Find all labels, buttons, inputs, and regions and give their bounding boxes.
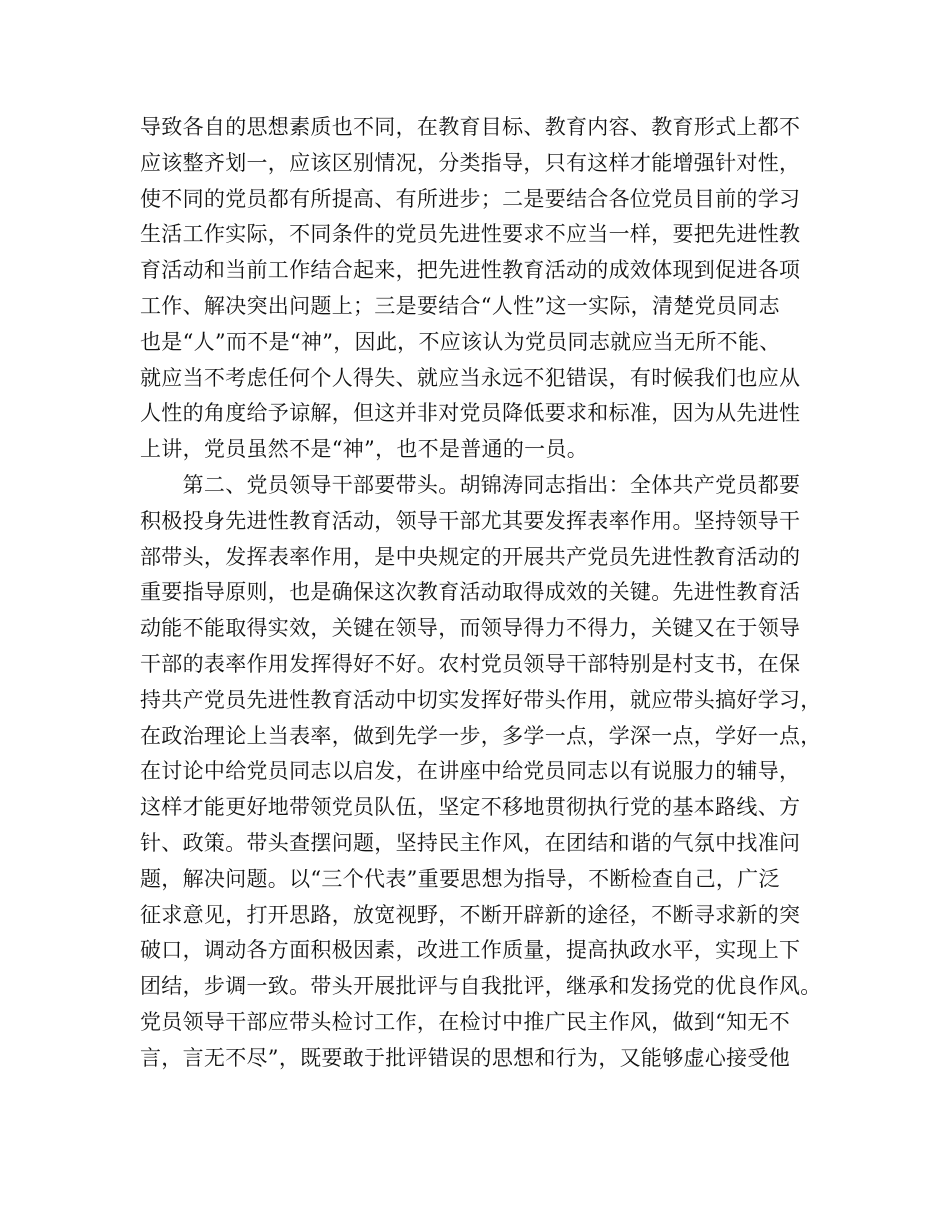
body-text — [140, 110, 830, 1077]
text-line: 上讲，党员虽然不是“神”，也不是普通的一员。 — [140, 437, 589, 462]
text-line: 应该整齐划一，应该区别情况，分类指导，只有这样才能增强针对性， — [140, 150, 801, 175]
text-line: 第二、党员领导干部要带头。胡锦涛同志指出：全体共产党员都要 — [140, 472, 801, 497]
text-line: 针、政策。带头查摆问题，坚持民主作风，在团结和谐的气氛中找准问 — [140, 830, 801, 855]
text-line: 在政治理论上当表率，做到先学一步，多学一点，学深一点，学好一点， — [140, 723, 822, 748]
text-line: 人性的角度给予谅解，但这并非对党员降低要求和标准，因为从先进性 — [140, 401, 801, 426]
text-line: 导致各自的思想素质也不同，在教育目标、教育内容、教育形式上都不 — [140, 115, 801, 139]
text-line: 持共产党员先进性教育活动中切实发挥好带头作用，就应带头搞好学习， — [140, 687, 822, 712]
text-line: 使不同的党员都有所提高、有所进步；二是要结合各位党员目前的学习 — [140, 186, 801, 211]
text-line: 征求意见，打开思路，放宽视野，不断开辟新的途径，不断寻求新的突 — [140, 902, 801, 927]
text-line: 题，解决问题。以“三个代表”重要思想为指导，不断检查自己，广泛 — [140, 866, 780, 891]
text-line: 言，言无不尽”，既要敢于批评错误的思想和行为，又能够虚心接受他 — [140, 1045, 791, 1070]
text-line: 动能不能取得实效，关键在领导，而领导得力不得力，关键又在于领导 — [140, 616, 801, 641]
text-line: 在讨论中给党员同志以启发，在讲座中给党员同志以有说服力的辅导， — [140, 759, 801, 784]
text-line: 党员领导干部应带头检讨工作，在检讨中推广民主作风，做到“知无不 — [140, 1009, 791, 1034]
text-line: 干部的表率作用发挥得好不好。农村党员领导干部特别是村支书，在保 — [140, 651, 801, 676]
text-line: 育活动和当前工作结合起来，把先进性教育活动的成效体现到促进各项 — [140, 258, 801, 283]
text-line: 重要指导原则，也是确保这次教育活动取得成效的关键。先进性教育活 — [140, 580, 801, 605]
text-line: 生活工作实际，不同条件的党员先进性要求不应当一样，要把先进性教 — [140, 222, 801, 247]
text-line: 团结，步调一致。带头开展批评与自我批评，继承和发扬党的优良作风。 — [140, 974, 822, 999]
text-line: 工作、解决突出问题上；三是要结合“人性”这一实际，清楚党员同志 — [140, 293, 780, 318]
text-line: 也是“人”而不是“神”，因此，不应该认为党员同志就应当无所不能、 — [140, 329, 781, 354]
text-line: 破口，调动各方面积极因素，改进工作质量，提高执政水平，实现上下 — [140, 938, 801, 963]
text-line: 部带头，发挥表率作用，是中央规定的开展共产党员先进性教育活动的 — [140, 544, 801, 569]
text-line: 就应当不考虑任何个人得失、就应当永远不犯错误，有时候我们也应从 — [140, 365, 801, 390]
text-line: 积极投身先进性教育活动，领导干部尤其要发挥表率作用。坚持领导干 — [140, 508, 801, 533]
text-line: 这样才能更好地带领党员队伍，坚定不移地贯彻执行党的基本路线、方 — [140, 795, 801, 820]
